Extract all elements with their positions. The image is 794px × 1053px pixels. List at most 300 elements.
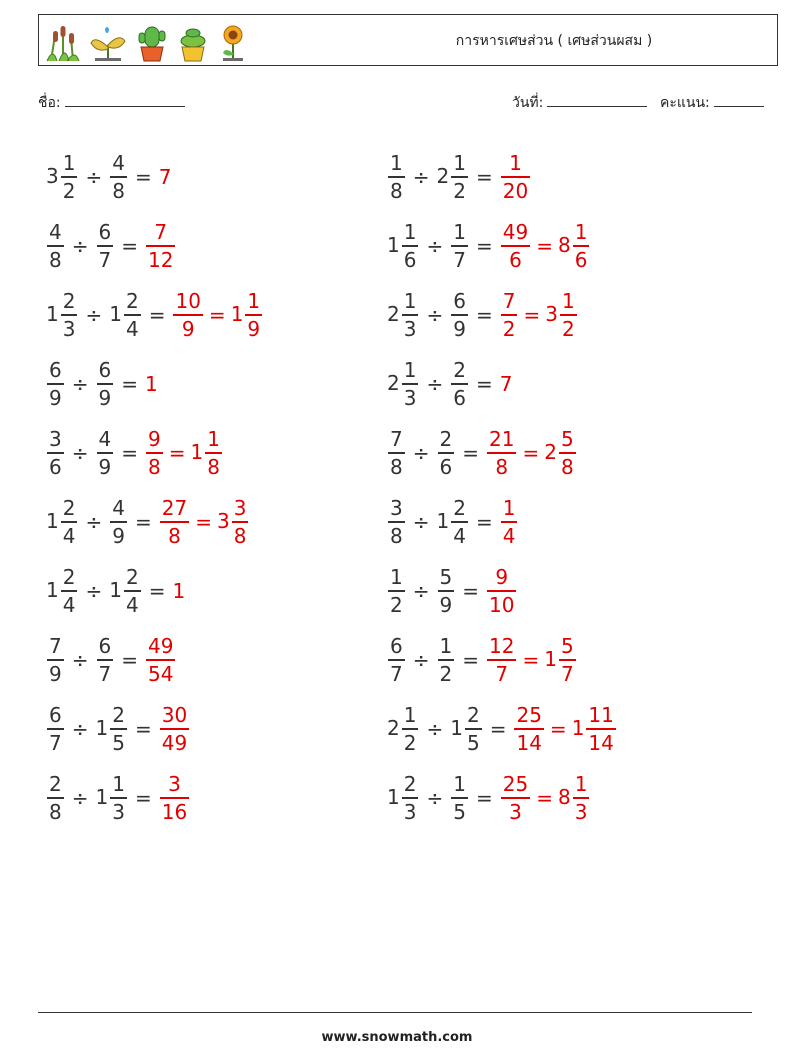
numerator: 2 [62,496,76,521]
numerator: 25 [516,703,542,728]
numerator: 2 [403,772,417,797]
answer [145,426,223,480]
whole-part: 1 [46,508,59,533]
problem-item [387,215,590,277]
denominator: 9 [439,592,453,617]
cactus-pot-icon [135,23,169,63]
numerator: 2 [49,772,62,797]
numerator: 1 [574,220,588,245]
equals-sign: = [462,579,479,603]
denominator: 2 [62,178,76,203]
fraction [47,357,64,411]
divide-sign: ÷ [426,717,444,741]
whole-part: 3 [216,508,230,533]
mixed-number [172,288,203,342]
denominator: 49 [161,730,188,755]
mixed-number [500,372,514,396]
whole-part: 1 [95,784,109,809]
denominator: 12 [148,247,174,272]
equals-sign: = [462,648,479,672]
answer [159,702,190,756]
problem-item [387,422,577,484]
problem-item [387,629,577,691]
problem-item [387,698,617,760]
numerator: 27 [161,496,188,521]
denominator: 9 [49,385,62,410]
answer [159,165,173,189]
denominator: 8 [390,523,403,548]
answer [513,702,616,756]
mixed-number [437,150,469,204]
fraction [573,219,590,273]
denominator: 20 [502,178,529,203]
numerator: 1 [403,220,417,245]
mixed-number [387,564,406,618]
header-icons [45,19,249,63]
fraction [61,150,78,204]
numerator: 1 [453,220,466,245]
mixed-number [46,495,78,549]
denominator: 16 [161,799,188,824]
answer [172,579,186,603]
fraction [47,219,64,273]
whole-part: 1 [571,715,585,740]
divide-sign: ÷ [412,165,430,189]
mixed-number [159,165,173,189]
mixed-number [109,564,141,618]
fraction [124,564,141,618]
mixed-number [96,357,115,411]
problem-item [387,560,517,622]
equals-sign: = [475,165,493,189]
numerator: 5 [439,565,453,590]
numerator: 7 [49,634,62,659]
fraction [586,702,615,756]
cattail-plant-icon [45,23,81,63]
denominator: 3 [403,799,417,824]
numerator: 49 [148,634,174,659]
problem-item [46,284,263,346]
fraction [146,219,175,273]
fraction [438,633,455,687]
fraction [451,288,468,342]
numerator: 6 [49,358,62,383]
score-blank-line[interactable] [714,92,764,107]
name-blank-line[interactable] [65,92,185,107]
denominator: 6 [49,454,62,479]
mixed-number [387,219,419,273]
numerator: 1 [453,772,466,797]
numerator: 6 [390,634,403,659]
denominator: 3 [574,799,588,824]
denominator: 8 [49,247,62,272]
worksheet-header [38,14,778,66]
denominator: 7 [560,661,574,686]
denominator: 10 [489,592,515,617]
denominator: 6 [574,247,588,272]
fraction [438,564,455,618]
mixed-number [145,372,159,396]
numerator: 2 [466,703,480,728]
mixed-number [387,426,406,480]
mixed-number [486,564,517,618]
denominator: 5 [112,730,125,755]
answer-equals-sign: = [168,441,186,465]
problem-row [46,284,746,346]
numerator: 1 [390,151,403,176]
fraction [451,219,468,273]
denominator: 8 [390,454,403,479]
whole-part: 1 [46,301,59,326]
denominator: 4 [62,592,76,617]
denominator: 6 [439,454,453,479]
fraction [559,426,576,480]
fraction [245,288,262,342]
mixed-number [191,426,223,480]
numerator: 11 [588,703,614,728]
equals-sign: = [475,786,493,810]
mixed-number [572,702,617,756]
answer [500,150,531,204]
mixed-number [450,771,469,825]
denominator: 8 [390,178,403,203]
mixed-number [486,633,517,687]
fraction [560,288,577,342]
equals-sign: = [475,510,493,534]
mixed-number [96,633,115,687]
numerator: 1 [509,151,522,176]
numerator: 9 [148,427,161,452]
denominator: 14 [516,730,542,755]
fraction [573,771,590,825]
fraction [388,633,405,687]
answer-equals-sign: = [549,717,567,741]
whole-part: 1 [109,577,122,602]
denominator: 14 [588,730,614,755]
mixed-number [109,495,128,549]
mixed-number [500,771,531,825]
answer [145,219,176,273]
divide-sign: ÷ [71,234,89,258]
divide-sign: ÷ [85,579,103,603]
whole-part: 3 [545,301,558,326]
denominator: 7 [98,661,112,686]
fraction [61,564,78,618]
mixed-number [109,288,141,342]
denominator: 3 [112,799,125,824]
denominator: 6 [403,247,417,272]
problem-item [46,353,159,415]
numerator: 5 [560,634,574,659]
fraction [451,495,468,549]
answer-equals-sign: = [195,510,212,534]
fraction [110,702,127,756]
fraction [160,771,189,825]
divide-sign: ÷ [71,717,89,741]
mixed-number [500,288,519,342]
divide-sign: ÷ [85,510,103,534]
whole-part: 1 [109,301,122,326]
mixed-number [558,219,590,273]
numerator: 6 [49,703,62,728]
date-blank-line[interactable] [547,92,647,107]
fraction [501,150,530,204]
fraction [501,219,530,273]
numerator: 49 [502,220,529,245]
score-field [660,92,764,114]
fraction [160,702,189,756]
numerator: 1 [403,289,417,314]
integer-part: 1 [145,372,158,396]
fraction [47,426,64,480]
denominator: 4 [502,523,516,548]
problem-item [387,767,590,829]
numerator: 3 [168,772,181,797]
mixed-number [46,357,65,411]
denominator: 9 [181,316,195,341]
equals-sign: = [489,717,507,741]
problem-item [46,629,176,691]
denominator: 7 [390,661,403,686]
mixed-number [437,426,456,480]
numerator: 1 [403,358,417,383]
denominator: 8 [148,454,161,479]
answer [500,219,591,273]
divide-sign: ÷ [426,303,444,327]
mixed-number [46,633,65,687]
denominator: 8 [495,454,509,479]
date-field [512,92,647,114]
numerator: 1 [453,151,466,176]
numerator: 12 [489,634,515,659]
mixed-number [46,219,65,273]
denominator: 7 [495,661,509,686]
numerator: 1 [574,772,588,797]
fraction [402,771,419,825]
mixed-number [109,150,128,204]
equals-sign: = [121,648,138,672]
numerator: 7 [390,427,403,452]
numerator: 1 [502,496,516,521]
fraction [61,495,78,549]
mixed-number [46,150,78,204]
answer [500,372,514,396]
fraction [97,357,114,411]
numerator: 21 [489,427,515,452]
numerator: 4 [112,151,125,176]
problem-row [46,698,746,760]
answer-equals-sign: = [522,441,540,465]
fraction [402,219,419,273]
fraction [501,288,518,342]
divide-sign: ÷ [412,648,430,672]
mixed-number [96,426,115,480]
integer-part: 7 [158,165,172,189]
fraction [61,288,78,342]
numerator: 10 [175,289,201,314]
mixed-number [450,288,469,342]
numerator: 1 [390,565,403,590]
problem-row [46,767,746,829]
mixed-number [96,219,115,273]
numerator: 4 [98,427,112,452]
problem-item [387,491,518,553]
numerator: 4 [49,220,62,245]
fraction [514,702,543,756]
divide-sign: ÷ [426,234,444,258]
mixed-number [46,702,65,756]
fraction [451,150,468,204]
fraction [487,564,516,618]
denominator: 2 [403,730,417,755]
numerator: 6 [98,220,112,245]
mixed-number [387,357,419,411]
equals-sign: = [121,372,138,396]
mixed-number [172,579,186,603]
fraction [124,288,141,342]
numerator: 2 [453,358,466,383]
answer [159,771,190,825]
answer [486,564,517,618]
fraction [501,495,518,549]
denominator: 7 [49,730,62,755]
fraction [501,771,530,825]
fraction [146,426,163,480]
name-label: ชื่อ: [38,95,61,111]
equals-sign: = [148,303,166,327]
equals-sign: = [134,717,152,741]
fraction [47,771,64,825]
answer-equals-sign: = [208,303,226,327]
numerator: 2 [62,289,76,314]
mixed-number [450,702,482,756]
fraction [465,702,482,756]
mixed-number [437,495,469,549]
mixed-number [387,150,406,204]
fraction [388,426,405,480]
problem-item [46,491,249,553]
denominator: 4 [125,316,139,341]
problem-row [46,629,746,691]
mixed-number [217,495,249,549]
divide-sign: ÷ [71,441,89,465]
whole-part: 1 [544,646,557,671]
mixed-number [513,702,544,756]
integer-part: 7 [499,372,513,396]
mixed-number [486,426,517,480]
fraction [388,150,405,204]
equals-sign: = [475,234,493,258]
mixed-number [387,288,419,342]
denominator: 9 [49,661,62,686]
mixed-number [437,633,456,687]
answer-equals-sign: = [522,648,540,672]
answer [145,633,176,687]
answer [159,495,250,549]
denominator: 3 [509,799,522,824]
numerator: 1 [247,289,261,314]
mixed-number [544,633,576,687]
problem-item [387,284,578,346]
fraction [47,633,64,687]
fraction [146,633,175,687]
whole-part: 2 [436,163,450,188]
mixed-number [159,495,190,549]
denominator: 8 [233,523,247,548]
divide-sign: ÷ [412,579,430,603]
problem-item [46,698,190,760]
numerator: 2 [439,427,453,452]
mixed-number [387,771,419,825]
numerator: 6 [98,358,112,383]
numerator: 9 [495,565,509,590]
denominator: 7 [453,247,466,272]
fraction [438,426,455,480]
fraction [47,702,64,756]
denominator: 9 [98,385,112,410]
numerator: 2 [125,565,139,590]
name-field [38,92,185,114]
denominator: 6 [453,385,466,410]
numerator: 30 [161,703,188,728]
answer [500,495,519,549]
equals-sign: = [475,372,493,396]
numerator: 5 [560,427,574,452]
mixed-number [159,771,190,825]
denominator: 9 [112,523,125,548]
mixed-number [437,564,456,618]
denominator: 5 [466,730,480,755]
whole-part: 1 [230,301,244,326]
answer [486,426,577,480]
whole-part: 2 [387,370,400,395]
answer [500,288,578,342]
mixed-number [544,426,576,480]
problem-item [46,767,190,829]
problem-row [46,491,746,553]
mixed-number [46,564,78,618]
divide-sign: ÷ [85,165,103,189]
problem-row [46,215,746,277]
numerator: 7 [154,220,168,245]
whole-part: 1 [95,715,109,740]
whole-part: 8 [557,784,571,809]
problem-item [46,422,223,484]
denominator: 2 [439,661,453,686]
denominator: 4 [125,592,139,617]
equals-sign: = [148,579,166,603]
equals-sign: = [134,510,152,534]
fraction [451,771,468,825]
denominator: 2 [561,316,575,341]
whole-part: 1 [46,577,59,602]
denominator: 54 [148,661,174,686]
numerator: 3 [233,496,247,521]
equals-sign: = [134,165,152,189]
denominator: 9 [247,316,261,341]
mixed-number [450,357,469,411]
divide-sign: ÷ [426,372,444,396]
sunflower-icon [217,23,249,63]
denominator: 2 [453,178,466,203]
mixed-number [145,426,164,480]
denominator: 3 [62,316,76,341]
fraction [160,495,189,549]
answer [486,633,577,687]
integer-part: 1 [172,579,186,603]
fraction [451,357,468,411]
mixed-number [500,495,519,549]
